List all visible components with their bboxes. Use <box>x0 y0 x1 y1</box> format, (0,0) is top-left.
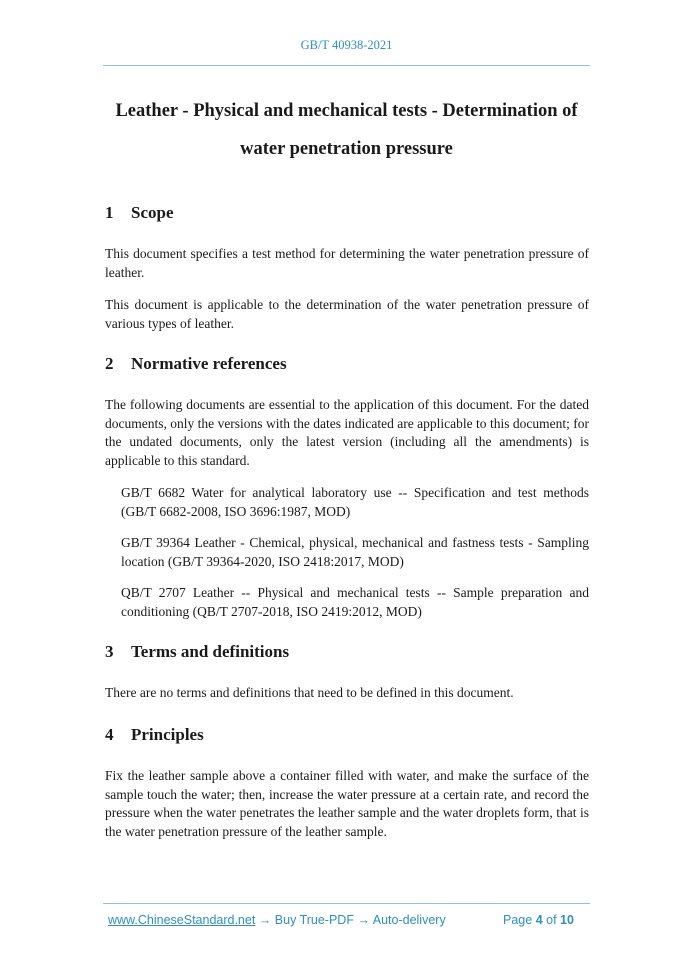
section-4-heading <box>105 724 204 746</box>
document-title <box>80 92 613 168</box>
section-2-heading <box>105 353 287 375</box>
page-indicator <box>503 913 574 927</box>
section-1-heading <box>105 202 174 224</box>
document-title-line-1: Leather - Physical and mechanical tests - Determination of <box>115 101 578 121</box>
scope-paragraph-2: This document is applicable to the determination of the water penetration pressure of various types of leather. <box>105 297 589 331</box>
page-of-label: of <box>546 913 557 927</box>
document-title-line-2: water penetration pressure <box>240 139 453 159</box>
normative-intro-paragraph: The following documents are essential to the application of this document. For the dated documents, only the versions with the dates indicated are applicable to this document; for the undated documents, only the latest version (including all the amendments) is applicable to this standard. <box>105 397 589 468</box>
section-3-title: Terms and definitions <box>131 642 290 661</box>
section-1-number: 1 <box>105 203 114 222</box>
section-4-title: Principles <box>131 725 204 744</box>
section-4-number: 4 <box>105 725 114 744</box>
scope-paragraph-1: This document specifies a test method for determining the water penetration pressure of leather. <box>105 246 589 280</box>
buy-true-pdf-text: Buy True-PDF <box>274 913 354 927</box>
section-3-number: 3 <box>105 642 114 661</box>
section-1-title: Scope <box>131 203 174 222</box>
auto-delivery-text: Auto-delivery <box>372 913 446 927</box>
site-link[interactable]: www.ChineseStandard.net <box>108 913 256 927</box>
page-current: 4 <box>535 913 543 927</box>
reference-item-qbt-2707: QB/T 2707 Leather -- Physical and mechanical tests -- Sample preparation and conditioning (QB/T 2707-2018, ISO 2419:2012, MOD) <box>121 585 589 619</box>
reference-item-gbt-6682: GB/T 6682 Water for analytical laboratory use -- Specification and test methods (GB/T 6682-2008, ISO 3696:1987, MOD) <box>121 485 589 519</box>
reference-item-gbt-39364: GB/T 39364 Leather - Chemical, physical, mechanical and fastness tests - Sampling location (GB/T 39364-2020, ISO 2418:2017, MOD) <box>121 535 589 569</box>
page-total: 10 <box>560 913 574 927</box>
section-3-heading <box>105 641 289 663</box>
section-2-title: Normative references <box>131 354 287 373</box>
footer-divider <box>103 903 590 904</box>
arrow-right-icon: → <box>258 913 272 927</box>
terms-paragraph: There are no terms and definitions that need to be defined in this document. <box>105 685 514 700</box>
principles-paragraph: Fix the leather sample above a container filled with water, and make the surface of the sample touch the water; then, increase the water pressure at a certain rate, and record the pressure when the water penetrates the leather sample and the water droplets form, that is the water penetration pressure of the leather sample. <box>105 768 589 839</box>
page-label: Page <box>503 913 533 927</box>
running-header: GB/T 40938-2021 <box>300 38 393 52</box>
header-divider <box>103 65 590 66</box>
section-2-number: 2 <box>105 354 114 373</box>
arrow-right-icon: → <box>357 913 370 927</box>
footer-promo <box>108 913 446 927</box>
